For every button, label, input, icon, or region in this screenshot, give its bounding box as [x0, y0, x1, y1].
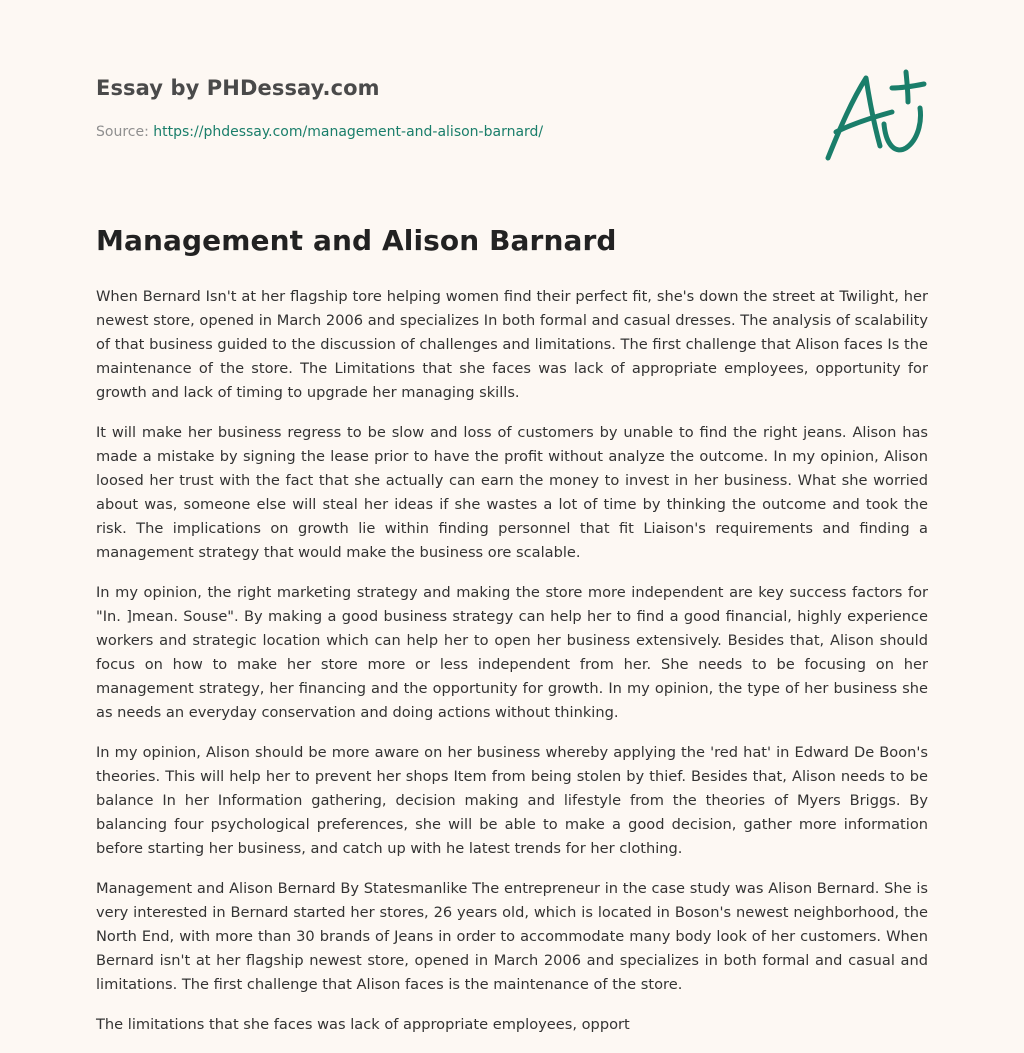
essay-paragraph: In my opinion, Alison should be more aware on her business whereby applying the 'red hat' in Edward De Boon's theories. This will help her to prevent her shops Item from being stolen by thief. Besides that, Alison needs to be balance In her Information gathering, decision making and lifestyle from the theories of Myers Briggs. By balancing four psychological preferences, she will be able to make a good decision, gather more information before starting her business, and catch up with he latest trends for her clothing. — [96, 744, 928, 857]
essay-paragraph: When Bernard Isn't at her flagship tore helping women find their perfect fit, she's down the street at Twilight, her newest store, opened in March 2006 and specializes In both formal and casual dresses. The analysis of scalability of that business guided to the discussion of challenges and limitations. The first challenge that Alison faces Is the maintenance of the store. The Limitations that she faces was lack of appropriate employees, opportunity for growth and lack of timing to upgrade her managing skills. — [96, 288, 928, 401]
site-brand-title: Essay by PHDessay.com — [96, 76, 380, 100]
essay-paragraph: Management and Alison Bernard By Statesmanlike The entrepreneur in the case study was Alison Bernard. She is very interested in Bernard started her stores, 26 years old, which is located in Boson's newest neighborhood, the North End, with more than 30 brands of Jeans in order to accommodate many body look of her customers. When Bernard isn't at her flagship newest store, opened in March 2006 and specializes in both formal and casual and limitations. The first challenge that Alison faces is the maintenance of the store. — [96, 880, 928, 993]
essay-paragraph: The limitations that she faces was lack of appropriate employees, opport — [96, 1016, 630, 1033]
source-link[interactable]: https://phdessay.com/management-and-alison-barnard/ — [153, 124, 544, 140]
a-plus-grade-logo-icon — [818, 66, 930, 166]
essay-paragraph: In my opinion, the right marketing strategy and making the store more independent are key success factors for "In. ]mean. Souse". By making a good business strategy can help her to find a good financial, highly experience workers and strategic location which can help her to open her business extensively. Besides that, Alison should focus on how to make her store more or less independent from her. She needs to be focusing on her management strategy, her financing and the opportunity for growth. In my opinion, the type of her business she as needs an everyday conservation and doing actions without thinking. — [96, 584, 928, 721]
source-label: Source: — [96, 124, 149, 140]
essay-body — [96, 285, 928, 1053]
essay-title: Management and Alison Barnard — [96, 224, 617, 257]
source-line — [96, 124, 543, 140]
essay-paragraph: It will make her business regress to be slow and loss of customers by unable to find the right jeans. Alison has made a mistake by signing the lease prior to have the profit without analyze the outcome. In my opinion, Alison loosed her trust with the fact that she actually can earn the money to invest in her business. What she worried about was, someone else will steal her ideas if she wastes a lot of time by thinking the outcome and took the risk. The implications on growth lie within finding personnel that fit Liaison's requirements and finding a management strategy that would make the business ore scalable. — [96, 424, 928, 561]
